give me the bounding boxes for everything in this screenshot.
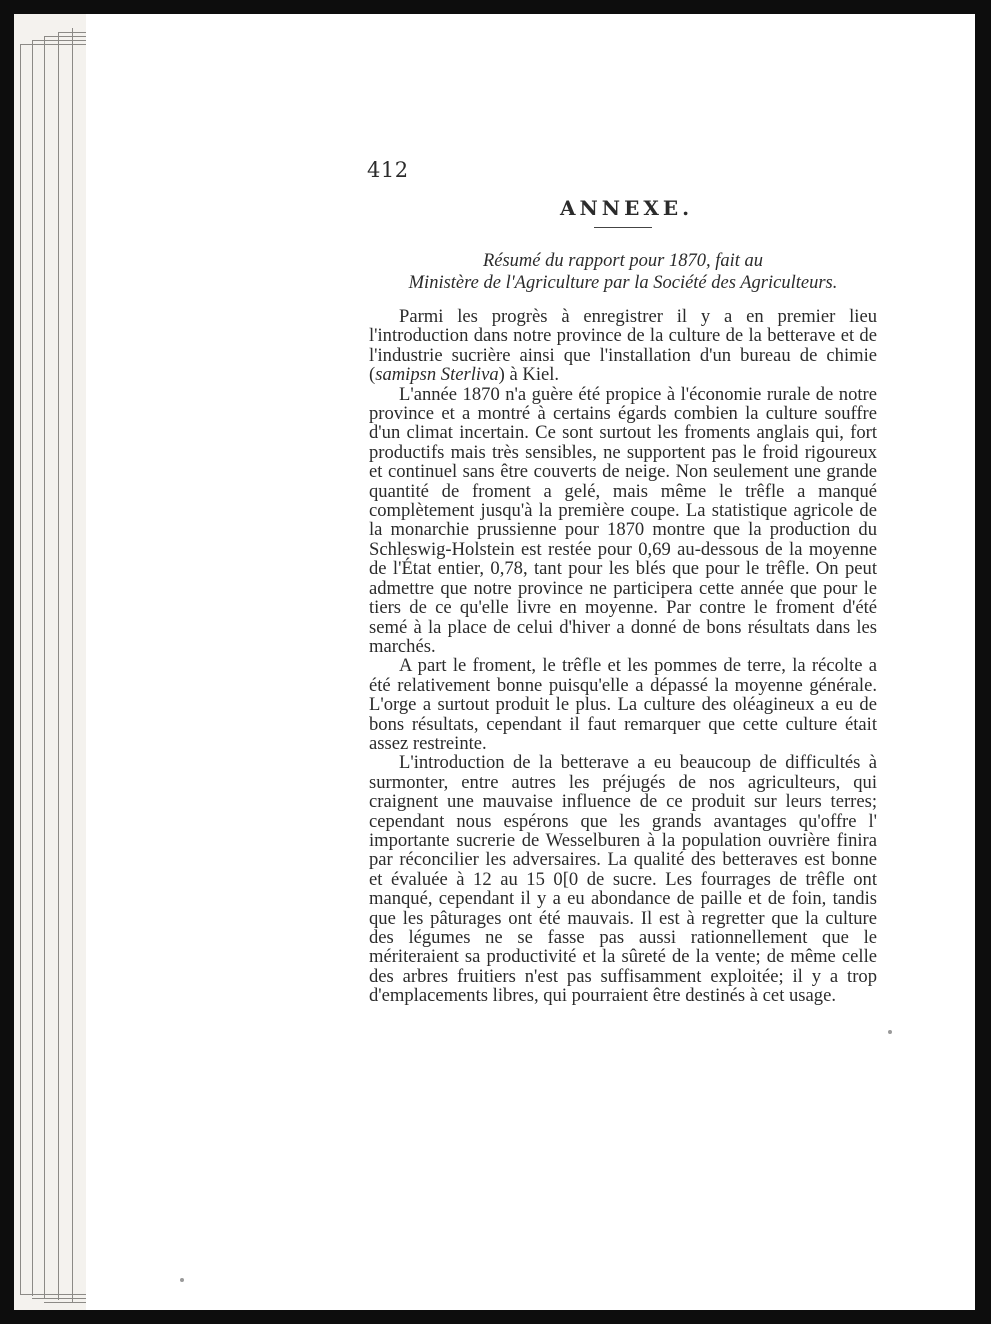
page-edge	[20, 44, 21, 1294]
scan-border-top	[0, 0, 991, 14]
scan-border-bottom	[0, 1310, 991, 1324]
scan-border-left	[0, 0, 14, 1324]
heading-rule	[594, 227, 652, 228]
paragraph: L'introduction de la betterave a eu beaucoup de difficultés à surmonter, entre autres les préjugés de nos agriculteurs, qui craignent une mauvaise influence de ce produit sur leurs terres; cependant nous espérons que les grands avantages qu'offre l' importante sucrerie de Wesselburen à la population ouvrière finira par réconcilier les adversaires. La qualité des betteraves est bonne et évaluée à 12 au 15 0[0 de sucre. Les fourrages de trêfle ont manqué, cependant il y a eu abondance de paille et de foin, tandis que les pâturages ont été mauvais. Il est à regretter que la culture des légumes ne se fasse pas aussi rationnellement que le mériteraient sa productivité et la sûreté de la vente; de même celle des arbres fruitiers n'est pas suffisamment exploitée; il y a trop d'emplacements libres, qui pourraient être destinés à cet usage.	[369, 752, 877, 1007]
page-heading: ANNEXE.	[560, 196, 694, 220]
paragraph: L'année 1870 n'a guère été propice à l'économie rurale de notre province et a montré à certains égards combien la culture souffre d'un climat incertain. Ce sont surtout les froments anglais qui, fort productifs mais très sensibles, ne supportent pas le froid rigoureux et continuel sans être couverts de neige. Non seulement une grande quantité de froment a gelé, mais même le trêfle a manqué complètement jusqu'à la première coupe. La statistique agricole de la monarchie prussienne pour 1870 montre que la production du Schleswig-Holstein est restée pour 0,69 au-dessous de la moyenne de l'État entier, 0,78, tant pour les blés que pour le trêfle. On peut admettre que notre province ne participera cette année que pour le tiers de ce qu'elle livre en moyenne. Par contre le froment d'été semé à la place de celui d'hiver a donné de bons résultats dans les marchés.	[369, 383, 877, 657]
scan-border-right	[975, 0, 991, 1324]
paragraph-text: ) à Kiel.	[498, 364, 560, 386]
scan-speck	[180, 1278, 184, 1282]
page-edge	[72, 28, 73, 1302]
page-edge	[32, 40, 33, 1296]
subtitle-line-1: Résumé du rapport pour 1870, fait au	[482, 251, 764, 271]
paragraph: A part le froment, le trêfle et les pommes de terre, la récolte a été relativement bonne puisqu'elle a dépassé la moyenne générale. L'orge a surtout produit le plus. La culture des oléagineux a eu de bons résultats, cependant il faut remarquer que cette culture était assez restreinte.	[369, 655, 877, 754]
subtitle-line-2: Ministère de l'Agriculture par la Société des Agriculteurs.	[408, 273, 838, 293]
body-text	[369, 307, 877, 1006]
paragraph	[369, 307, 877, 385]
page-number: 412	[367, 158, 409, 182]
page-edge	[44, 36, 45, 1298]
italic-term: samipsn Sterliva	[375, 364, 499, 386]
page-edge	[58, 32, 59, 1300]
report-subtitle	[369, 250, 877, 294]
paragraph-text: Parmi les progrès à enregistrer il y a en premier lieu l'introduction dans notre province de la culture de la betterave et de l'industrie sucrière ainsi que l'installation d'un bureau de chimie (	[369, 306, 877, 386]
scan-speck	[888, 1030, 892, 1034]
